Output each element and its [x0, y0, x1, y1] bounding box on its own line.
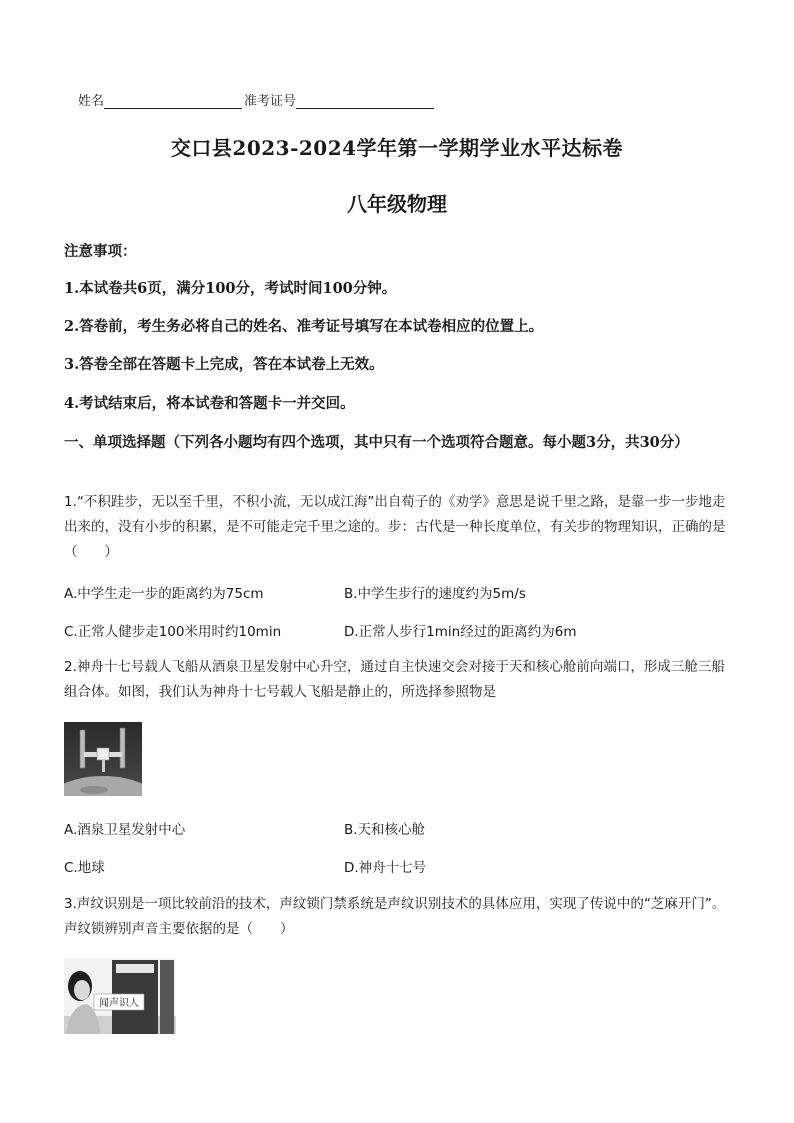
option-c: C.正常人健步走100米用时约10min: [64, 624, 282, 640]
option-a: A.酒泉卫星发射中心: [64, 822, 186, 838]
notice-item: 4.考试结束后，将本试卷和答题卡一并交回。: [64, 395, 355, 412]
voiceprint-lock-image: [64, 958, 176, 1034]
id-blank: [296, 96, 434, 109]
notice-item: 1.本试卷共6页，满分100分，考试时间100分钟。: [64, 280, 397, 297]
question-1-stem: 1.“不积跬步，无以至千里，不积小流，无以成江海”出自荀子的《劝学》意思是说千里之路，是靠一步一步地走出来的，没有小步的积累，是不可能走完千里之途的。步：古代是一种长度单位，有关步的物理知识，正确的是（ ）: [64, 494, 726, 560]
option-b: B.中学生步行的速度约为5m/s: [344, 586, 526, 602]
notice-item: 3.答卷全部在答题卡上完成，答在本试卷上无效。: [64, 356, 384, 373]
voiceprint-image-caption: 闻声识人: [99, 998, 139, 1009]
question-3-stem: 3.声纹识别是一项比较前沿的技术，声纹锁门禁系统是声纹识别技术的具体应用，实现了传说中的“芝麻开门”。声纹锁辨别声音主要依据的是（ ）: [64, 896, 726, 937]
question-2-options-row-2: [64, 856, 624, 876]
option-a: A.中学生走一步的距离约为75cm: [64, 586, 264, 602]
exam-title: 交口县2023-2024学年第一学期学业水平达标卷: [170, 136, 624, 160]
option-d: D.正常人步行1min经过的距离约为6m: [344, 624, 577, 640]
option-b: B.天和核心舱: [344, 822, 426, 838]
candidate-info-row: [78, 90, 730, 109]
option-d: D.神舟十七号: [344, 860, 427, 876]
notice-item: 2.答卷前，考生务必将自己的姓名、准考证号填写在本试卷相应的位置上。: [64, 318, 544, 335]
question-1-options-row-1: [64, 582, 624, 602]
id-label: 准考证号: [244, 94, 297, 109]
notice-heading: 注意事项：: [64, 243, 137, 260]
section-heading: 一、单项选择题（下列各小题均有四个选项，其中只有一个选项符合题意。每小题3分，共30分）: [64, 434, 689, 451]
exam-subtitle: 八年级物理: [347, 192, 447, 216]
option-c: C.地球: [64, 860, 105, 876]
question-2-stem: 2.神舟十七号载人飞船从酒泉卫星发射中心升空，通过自主快速交会对接于天和核心舱前向端口，形成三舱三船组合体。如图，我们认为神舟十七号载人飞船是静止的，所选择参照物是: [64, 659, 725, 700]
question-1-options-row-2: [64, 620, 624, 640]
name-blank: [104, 96, 242, 109]
name-label: 姓名: [78, 94, 105, 109]
question-2-options-row-1: [64, 818, 624, 838]
space-station-image: [64, 722, 142, 796]
